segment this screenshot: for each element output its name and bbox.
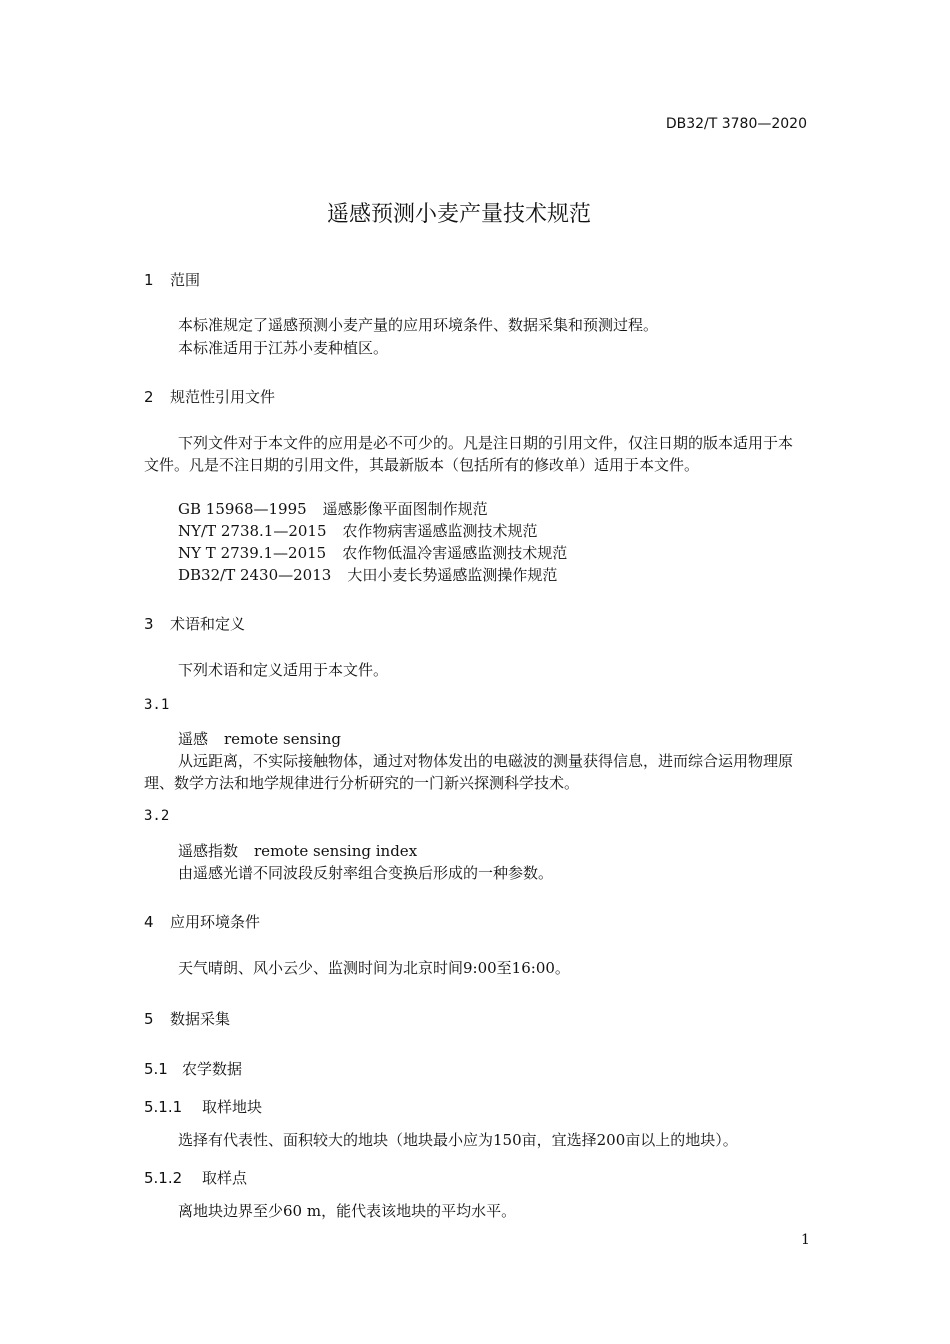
- term-number: 3.1: [144, 697, 170, 713]
- subsection-5-1-2-heading: [144, 1167, 247, 1188]
- section-4-heading: [144, 911, 260, 932]
- section-number: 5: [144, 1010, 154, 1028]
- section-title: 规范性引用文件: [170, 388, 276, 406]
- section-number: 2: [144, 388, 154, 406]
- term-en: remote sensing: [224, 730, 341, 748]
- section-number: 4: [144, 913, 154, 931]
- section-title: 应用环境条件: [170, 913, 261, 931]
- paragraph: 下列术语和定义适用于本文件。: [178, 661, 389, 679]
- paragraph: 下列文件对于本文件的应用是必不可少的。凡是注日期的引用文件，仅注日期的版本适用于本文件。凡是不注日期的引用文件，其最新版本（包括所有的修改单）适用于本文件。: [144, 434, 794, 474]
- reference-title: 农作物病害遥感监测技术规范: [342, 522, 538, 540]
- term-en: remote sensing index: [254, 842, 418, 860]
- subsection-number: 5.1.1: [144, 1098, 183, 1116]
- term-definition: 从远距离，不实际接触物体，通过对物体发出的电磁波的测量获得信息，进而综合运用物理原理、数学方法和地学规律进行分析研究的一门新兴探测科学技术。: [144, 752, 794, 792]
- paragraph: 本标准规定了遥感预测小麦产量的应用环境条件、数据采集和预测过程。: [178, 316, 659, 334]
- reference-item: [178, 564, 557, 586]
- term-zh: 遥感指数: [178, 842, 239, 860]
- section-title: 范围: [170, 271, 201, 289]
- subsection-title: 取样地块: [202, 1098, 263, 1116]
- document-title: 遥感预测小麦产量技术规范: [326, 202, 591, 227]
- section-2-heading: [144, 386, 275, 407]
- reference-code: DB32/T 2430—2013: [178, 566, 332, 584]
- reference-item: [178, 542, 567, 564]
- reference-title: 大田小麦长势遥感监测操作规范: [347, 566, 558, 584]
- section-title: 术语和定义: [170, 615, 246, 633]
- subsection-5-1-heading: [144, 1058, 242, 1079]
- reference-title: 农作物低温冷害遥感监测技术规范: [342, 544, 568, 562]
- reference-item: [178, 520, 538, 542]
- paragraph: 离地块边界至少60 m，能代表该地块的平均水平。: [178, 1202, 517, 1220]
- subsection-number: 5.1.2: [144, 1169, 183, 1187]
- section-number: 1: [144, 271, 154, 289]
- page-number: 1: [801, 1232, 810, 1248]
- subsection-title: 农学数据: [182, 1060, 243, 1078]
- document-code: DB32/T 3780—2020: [665, 116, 807, 132]
- subsection-number: 5.1: [144, 1060, 168, 1078]
- section-title: 数据采集: [170, 1010, 231, 1028]
- subsection-5-1-1-heading: [144, 1096, 262, 1117]
- paragraph: 天气晴朗、风小云少、监测时间为北京时间9:00至16:00。: [178, 959, 570, 977]
- term-heading: [178, 840, 417, 862]
- section-1-heading: [144, 269, 200, 290]
- section-number: 3: [144, 615, 154, 633]
- reference-title: 遥感影像平面图制作规范: [322, 500, 488, 518]
- section-5-heading: [144, 1008, 230, 1029]
- term-heading: [178, 728, 341, 750]
- paragraph: 本标准适用于江苏小麦种植区。: [178, 339, 389, 357]
- reference-code: GB 15968—1995: [178, 500, 307, 518]
- reference-code: NY T 2739.1—2015: [178, 544, 327, 562]
- reference-item: [178, 498, 488, 520]
- term-definition: 由遥感光谱不同波段反射率组合变换后形成的一种参数。: [178, 864, 554, 882]
- term-number: 3.2: [144, 808, 170, 824]
- term-zh: 遥感: [178, 730, 209, 748]
- section-3-heading: [144, 613, 245, 634]
- paragraph: 选择有代表性、面积较大的地块（地块最小应为150亩，宜选择200亩以上的地块）。: [178, 1131, 738, 1149]
- subsection-title: 取样点: [202, 1169, 248, 1187]
- reference-code: NY/T 2738.1—2015: [178, 522, 327, 540]
